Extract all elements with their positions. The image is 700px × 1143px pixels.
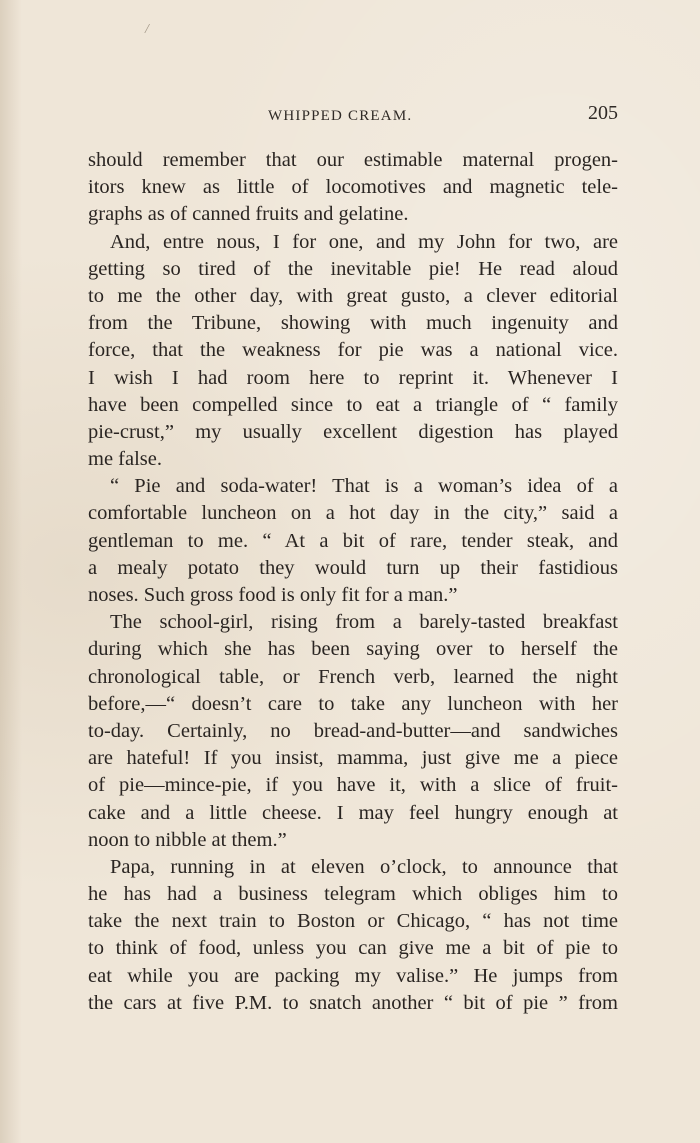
- text-line: chronological table, or French verb, learned the night: [88, 665, 618, 688]
- text-line: pie-crust,” my usually excellent digestion has played: [88, 420, 618, 443]
- text-line: before,—“ doesn’t care to take any luncheon with her: [88, 692, 618, 715]
- text-line: to me the other day, with great gusto, a clever editorial: [88, 284, 618, 307]
- text-line: to think of food, unless you can give me a bit of pie to: [88, 937, 618, 960]
- text-line: itors knew as little of locomotives and magnetic tele-: [88, 176, 618, 199]
- text-line: force, that the weakness for pie was a national vice.: [88, 339, 618, 362]
- text-line: have been compelled since to eat a triangle of “ family: [88, 393, 618, 416]
- running-head: WHIPPED CREAM.: [268, 108, 413, 124]
- text-line: I wish I had room here to reprint it. Whenever I: [88, 366, 618, 389]
- text-line: And, entre nous, I for one, and my John for two, are: [110, 230, 618, 253]
- text-line: a mealy potato they would turn up their fastidious: [88, 556, 618, 579]
- text-line: from the Tribune, showing with much ingenuity and: [88, 312, 618, 335]
- text-line: eat while you are packing my valise.” He jumps from: [88, 964, 618, 987]
- body-text: [88, 147, 618, 1017]
- text-line: are hateful! If you insist, mamma, just give me a piece: [88, 747, 618, 770]
- text-line: take the next train to Boston or Chicago, “ has not time: [88, 910, 618, 933]
- page-number: 205: [588, 102, 618, 124]
- text-line: getting so tired of the inevitable pie! He read aloud: [88, 257, 618, 280]
- text-line: noses. Such gross food is only fit for a man.”: [88, 584, 458, 606]
- text-line: The school-girl, rising from a barely-tasted breakfast: [110, 611, 618, 634]
- text-line: the cars at five P.M. to snatch another “ bit of pie ” from: [88, 991, 618, 1014]
- text-line: to-day. Certainly, no bread-and-butter—and sandwiches: [88, 719, 618, 742]
- text-line: “ Pie and soda-water! That is a woman’s idea of a: [110, 475, 618, 498]
- page-header: [88, 100, 618, 130]
- text-line: of pie—mince-pie, if you have it, with a slice of fruit-: [88, 774, 618, 797]
- text-line: during which she has been saying over to herself the: [88, 638, 618, 661]
- text-line: noon to nibble at them.”: [88, 828, 287, 851]
- text-line: me false.: [88, 448, 162, 471]
- text-line: comfortable luncheon on a hot day in the city,” said a: [88, 502, 618, 525]
- pencil-mark: /: [145, 22, 149, 37]
- text-line: gentleman to me. “ At a bit of rare, tender steak, and: [88, 529, 618, 552]
- text-line: cake and a little cheese. I may feel hungry enough at: [88, 801, 618, 824]
- text-line: should remember that our estimable maternal progen-: [88, 149, 618, 171]
- text-line: Papa, running in at eleven o’clock, to announce that: [110, 855, 618, 878]
- text-line: he has had a business telegram which obliges him to: [88, 883, 618, 906]
- text-line: graphs as of canned fruits and gelatine.: [88, 203, 409, 226]
